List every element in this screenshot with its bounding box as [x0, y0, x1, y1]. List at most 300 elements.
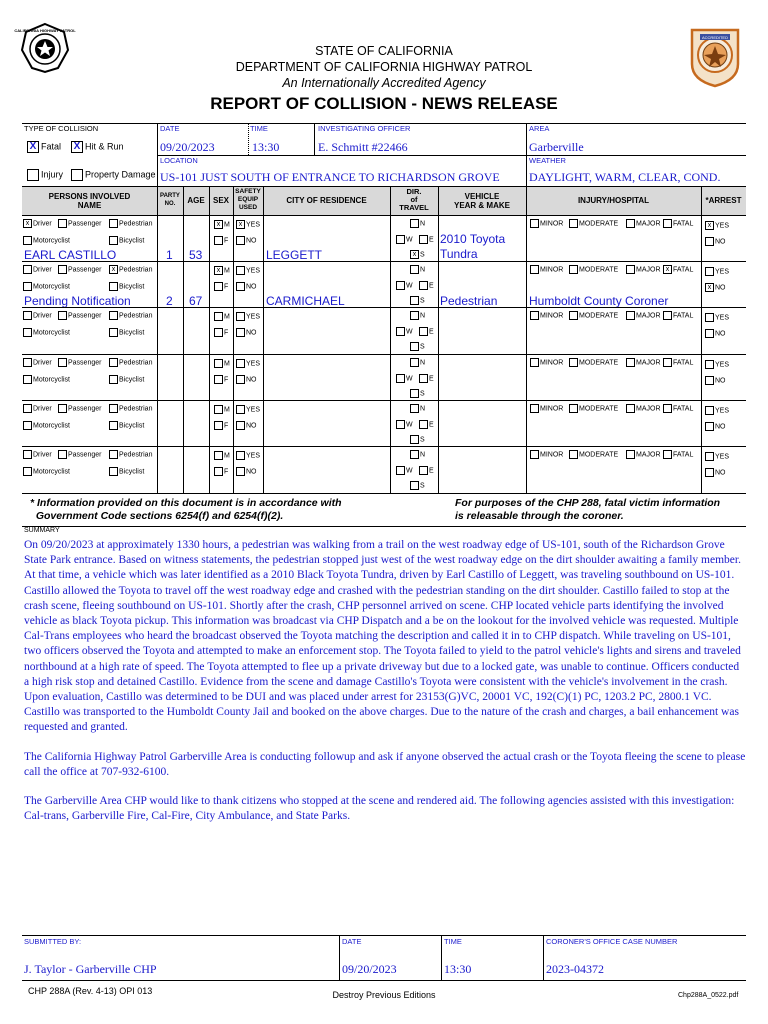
safety-no-option[interactable] [236, 375, 257, 384]
bicyclist-option[interactable] [109, 328, 144, 337]
injury-major-checkbox[interactable] [626, 404, 635, 413]
passenger-checkbox[interactable] [58, 311, 67, 320]
passenger-checkbox[interactable] [58, 358, 67, 367]
dir-w-checkbox[interactable] [396, 420, 405, 429]
safety-yes-checkbox[interactable]: x [236, 220, 245, 229]
arrest-yes-checkbox[interactable]: x [705, 221, 714, 230]
person-age: 67 [189, 294, 203, 309]
injury-fatal-checkbox[interactable] [663, 311, 672, 320]
sex-f-option[interactable] [214, 236, 228, 245]
injury-major-checkbox[interactable] [626, 219, 635, 228]
dir-e-checkbox[interactable] [419, 466, 428, 475]
injury-moderate-checkbox[interactable] [569, 219, 578, 228]
sex-f-option[interactable] [214, 421, 228, 430]
injury-minor-checkbox[interactable] [530, 265, 539, 274]
pedestrian-checkbox[interactable] [109, 219, 118, 228]
motorcyclist-label: Motorcyclist [33, 329, 70, 337]
dir-n-option[interactable] [410, 311, 425, 320]
dir-s-checkbox[interactable] [410, 435, 419, 444]
sex-f-option[interactable] [214, 282, 228, 291]
dir-e-label: E [429, 236, 434, 244]
safety-yes-checkbox[interactable] [236, 405, 245, 414]
safety-no-checkbox[interactable] [236, 282, 245, 291]
motorcyclist-option[interactable] [23, 236, 70, 245]
injury-fatal-label: FATAL [673, 405, 694, 413]
dir-n-checkbox[interactable] [410, 311, 419, 320]
arrest-no-label: NO [715, 238, 726, 246]
arrest-no-checkbox[interactable] [705, 422, 714, 431]
injury-fatal-checkbox[interactable] [663, 358, 672, 367]
coroner-case-label: CORONER'S OFFICE CASE NUMBER [546, 937, 678, 946]
dir-w-checkbox[interactable] [396, 327, 405, 336]
city-header: CITY OF RESIDENCE [286, 196, 367, 205]
motorcyclist-option[interactable] [23, 282, 70, 291]
injury-minor-checkbox[interactable] [530, 219, 539, 228]
pedestrian-checkbox[interactable]: x [109, 265, 118, 274]
driver-option[interactable] [23, 404, 52, 413]
injury-moderate-label: MODERATE [579, 405, 619, 413]
driver-option[interactable] [23, 311, 52, 320]
arrest-no-option[interactable] [705, 329, 726, 338]
injury-minor-checkbox[interactable] [530, 404, 539, 413]
dir-s-option[interactable] [410, 296, 425, 305]
arrest-yes-checkbox[interactable] [705, 406, 714, 415]
arrest-no-option[interactable] [705, 376, 726, 385]
injury-moderate-checkbox[interactable] [569, 358, 578, 367]
arrest-no-checkbox[interactable] [705, 329, 714, 338]
hit-run-option[interactable] [71, 141, 124, 153]
dir-w-label: W [406, 467, 413, 475]
safety-yes-checkbox[interactable] [236, 359, 245, 368]
dir-w-checkbox[interactable] [396, 281, 405, 290]
injury-moderate-label: MODERATE [579, 220, 619, 228]
arrest-yes-option[interactable] [705, 267, 729, 276]
dir-n-checkbox[interactable] [410, 404, 419, 413]
seal-text: CALIFORNIA HIGHWAY PATROL [14, 28, 76, 33]
arrest-no-option[interactable] [705, 237, 726, 246]
dir-s-option[interactable] [410, 250, 425, 259]
driver-option[interactable] [23, 450, 52, 459]
dir-s-option[interactable] [410, 342, 425, 351]
pedestrian-option[interactable] [109, 404, 152, 413]
hit-run-label: Hit & Run [85, 141, 124, 152]
passenger-option[interactable] [58, 219, 101, 228]
safety-yes-option[interactable] [236, 359, 260, 368]
driver-label: Driver [33, 451, 52, 459]
safety-yes-option[interactable] [236, 266, 260, 275]
injury-minor-label: MINOR [540, 405, 564, 413]
dir-n-option[interactable] [410, 450, 425, 459]
injury-fatal-checkbox[interactable] [663, 404, 672, 413]
sex-f-checkbox[interactable] [214, 467, 223, 476]
sex-m-checkbox[interactable]: x [214, 266, 223, 275]
driver-checkbox[interactable] [23, 450, 32, 459]
bicyclist-checkbox[interactable] [109, 375, 118, 384]
arrest-yes-checkbox[interactable] [705, 452, 714, 461]
injury-fatal-option[interactable] [663, 404, 693, 413]
fatal-option[interactable] [27, 141, 61, 153]
hit-run-checkbox[interactable]: X [71, 141, 83, 153]
arrest-yes-checkbox[interactable] [705, 313, 714, 322]
dir-s-option[interactable] [410, 389, 425, 398]
driver-checkbox[interactable] [23, 265, 32, 274]
injury-fatal-option[interactable] [663, 450, 693, 459]
dir-s-option[interactable] [410, 435, 425, 444]
pedestrian-checkbox[interactable] [109, 404, 118, 413]
pedestrian-option[interactable] [109, 219, 152, 228]
injury-minor-option[interactable] [530, 450, 563, 459]
injury-fatal-checkbox[interactable] [663, 219, 672, 228]
dir-n-checkbox[interactable] [410, 265, 419, 274]
injury-major-option[interactable] [626, 358, 661, 367]
injury-minor-option[interactable] [530, 358, 563, 367]
passenger-label: Passenger [68, 405, 102, 413]
safety-no-label: NO [246, 283, 257, 291]
arrest-no-checkbox[interactable] [705, 237, 714, 246]
dir-n-checkbox[interactable] [410, 450, 419, 459]
safety-yes-checkbox[interactable] [236, 312, 245, 321]
fatal-checkbox[interactable]: X [27, 141, 39, 153]
dir-w-checkbox[interactable] [396, 374, 405, 383]
injury-major-checkbox[interactable] [626, 265, 635, 274]
motorcyclist-option[interactable] [23, 467, 70, 476]
passenger-checkbox[interactable] [58, 404, 67, 413]
injury-option[interactable] [27, 169, 63, 181]
passenger-option[interactable] [58, 450, 101, 459]
bicyclist-label: Bicyclist [119, 329, 145, 337]
injury-major-option[interactable] [626, 265, 661, 274]
dir-s-checkbox[interactable] [410, 296, 419, 305]
injury-checkbox[interactable] [27, 169, 39, 181]
dir-w-option[interactable] [396, 374, 413, 383]
injury-moderate-checkbox[interactable] [569, 311, 578, 320]
driver-checkbox[interactable] [23, 311, 32, 320]
driver-option[interactable] [23, 358, 52, 367]
dir-w-checkbox[interactable] [396, 235, 405, 244]
officer-value: E. Schmitt #22466 [318, 140, 408, 154]
dir-w-label: W [406, 328, 413, 336]
dir-n-checkbox[interactable] [410, 219, 419, 228]
injury-fatal-checkbox[interactable]: x [663, 265, 672, 274]
motorcyclist-checkbox[interactable] [23, 282, 32, 291]
safety-yes-option[interactable] [236, 220, 260, 229]
pedestrian-option[interactable] [109, 311, 152, 320]
safety-no-option[interactable] [236, 236, 257, 245]
dir-w-option[interactable] [396, 281, 413, 290]
injury-major-option[interactable] [626, 219, 661, 228]
passenger-checkbox[interactable] [58, 219, 67, 228]
sex-f-option[interactable] [214, 375, 228, 384]
dir-e-checkbox[interactable] [419, 235, 428, 244]
motorcyclist-checkbox[interactable] [23, 375, 32, 384]
dir-e-option[interactable] [419, 374, 434, 383]
injury-minor-checkbox[interactable] [530, 311, 539, 320]
injury-moderate-checkbox[interactable] [569, 404, 578, 413]
sex-m-checkbox[interactable] [214, 359, 223, 368]
sex-f-label: F [224, 468, 229, 476]
safety-no-checkbox[interactable] [236, 236, 245, 245]
injury-moderate-option[interactable] [569, 219, 618, 228]
driver-option[interactable] [23, 265, 52, 274]
injury-minor-label: MINOR [540, 312, 564, 320]
injury-fatal-option[interactable] [663, 219, 693, 228]
bicyclist-checkbox[interactable] [109, 282, 118, 291]
passenger-option[interactable] [58, 404, 101, 413]
dir-s-checkbox[interactable] [410, 481, 419, 490]
injury-fatal-option[interactable] [663, 358, 693, 367]
sex-m-option[interactable] [214, 266, 230, 275]
injury-moderate-option[interactable] [569, 358, 618, 367]
weather-label: WEATHER [529, 156, 566, 165]
dir-w-option[interactable] [396, 420, 413, 429]
injury-moderate-option[interactable] [569, 265, 618, 274]
bicyclist-option[interactable] [109, 236, 144, 245]
injury-major-option[interactable] [626, 404, 661, 413]
sex-f-label: F [224, 283, 229, 291]
injury-moderate-checkbox[interactable] [569, 450, 578, 459]
injury-minor-option[interactable] [530, 404, 563, 413]
dir-w-label: W [406, 282, 413, 290]
safety-no-option[interactable] [236, 282, 257, 291]
arrest-no-option[interactable] [705, 468, 726, 477]
bicyclist-checkbox[interactable] [109, 328, 118, 337]
pedestrian-label: Pedestrian [119, 358, 153, 366]
arrest-yes-label: YES [715, 407, 730, 415]
motorcyclist-checkbox[interactable] [23, 236, 32, 245]
injury-major-label: MAJOR [636, 266, 661, 274]
safety-no-checkbox[interactable] [236, 375, 245, 384]
bicyclist-option[interactable] [109, 421, 144, 430]
arrest-yes-option[interactable] [705, 406, 729, 415]
bicyclist-option[interactable] [109, 282, 144, 291]
injury-major-option[interactable] [626, 450, 661, 459]
bicyclist-checkbox[interactable] [109, 421, 118, 430]
pedestrian-checkbox[interactable] [109, 358, 118, 367]
passenger-label: Passenger [68, 220, 102, 228]
arrest-yes-checkbox[interactable] [705, 267, 714, 276]
injury-major-checkbox[interactable] [626, 450, 635, 459]
passenger-label: Passenger [68, 358, 102, 366]
injury-minor-label: MINOR [540, 220, 564, 228]
passenger-option[interactable] [58, 265, 101, 274]
sex-f-checkbox[interactable] [214, 375, 223, 384]
safety-no-checkbox[interactable] [236, 467, 245, 476]
arrest-yes-checkbox[interactable] [705, 360, 714, 369]
vehicle-year-make: Pedestrian [440, 294, 498, 309]
driver-option[interactable] [23, 219, 52, 228]
summary-body [24, 538, 746, 838]
injury-fatal-option[interactable] [663, 311, 693, 320]
passenger-option[interactable] [58, 311, 101, 320]
injury-minor-option[interactable] [530, 311, 563, 320]
safety-no-checkbox[interactable] [236, 328, 245, 337]
safety-no-option[interactable] [236, 328, 257, 337]
injury-moderate-label: MODERATE [579, 266, 619, 274]
arrest-yes-option[interactable] [705, 313, 729, 322]
injury-moderate-checkbox[interactable] [569, 265, 578, 274]
dir-e-label: E [429, 421, 434, 429]
dir-e-checkbox[interactable] [419, 327, 428, 336]
motorcyclist-checkbox[interactable] [23, 421, 32, 430]
safety-no-label: NO [246, 422, 257, 430]
motorcyclist-checkbox[interactable] [23, 467, 32, 476]
summary-paragraph: The Garberville Area CHP would like to thank citizens who stopped at the scene and rendered aid. The following agencies assisted with this investigation: Cal-trans, Garberville Fire, Cal-Fire, City Ambulance, and State Parks. [24, 795, 735, 823]
injury-minor-option[interactable] [530, 265, 563, 274]
driver-checkbox[interactable] [23, 358, 32, 367]
arrest-yes-option[interactable] [705, 221, 729, 230]
injury-minor-label: MINOR [540, 358, 564, 366]
dir-s-checkbox[interactable]: x [410, 250, 419, 259]
sex-m-option[interactable] [214, 405, 230, 414]
pedestrian-option[interactable] [109, 265, 152, 274]
time-value: 13:30 [252, 140, 280, 154]
injury-hospital-value: Humboldt County Coroner [529, 294, 669, 309]
arrest-no-label: NO [715, 423, 726, 431]
dir-s-checkbox[interactable] [410, 389, 419, 398]
bicyclist-option[interactable] [109, 375, 144, 384]
dir-e-checkbox[interactable] [419, 374, 428, 383]
pedestrian-option[interactable] [109, 358, 152, 367]
time-label: TIME [250, 124, 268, 133]
motorcyclist-checkbox[interactable] [23, 328, 32, 337]
sex-f-checkbox[interactable] [214, 421, 223, 430]
sex-f-checkbox[interactable] [214, 236, 223, 245]
investigating-officer-label: INVESTIGATING OFFICER [318, 124, 411, 133]
passenger-checkbox[interactable] [58, 450, 67, 459]
safety-no-option[interactable] [236, 467, 257, 476]
submitted-by-value: J. Taylor - Garberville CHP [24, 962, 157, 976]
location-value: US-101 JUST SOUTH OF ENTRANCE TO RICHARDSON GROVE [160, 170, 500, 184]
safety-no-label: NO [246, 375, 257, 383]
dir-w-checkbox[interactable] [396, 466, 405, 475]
sex-f-option[interactable] [214, 467, 228, 476]
injury-minor-checkbox[interactable] [530, 450, 539, 459]
injury-fatal-checkbox[interactable] [663, 450, 672, 459]
safety-yes-checkbox[interactable] [236, 266, 245, 275]
injury-major-option[interactable] [626, 311, 661, 320]
injury-major-label: MAJOR [636, 220, 661, 228]
sex-f-checkbox[interactable] [214, 328, 223, 337]
location-label: LOCATION [160, 156, 198, 165]
safety-no-option[interactable] [236, 421, 257, 430]
dir-e-checkbox[interactable] [419, 420, 428, 429]
injury-minor-checkbox[interactable] [530, 358, 539, 367]
dir-e-checkbox[interactable] [419, 281, 428, 290]
dir-s-option[interactable] [410, 481, 425, 490]
dir-n-option[interactable] [410, 404, 425, 413]
injury-major-checkbox[interactable] [626, 311, 635, 320]
property-damage-checkbox[interactable] [71, 169, 83, 181]
sex-m-checkbox[interactable] [214, 451, 223, 460]
sex-m-option[interactable] [214, 359, 230, 368]
arrest-yes-option[interactable] [705, 360, 729, 369]
dir-n-option[interactable] [410, 358, 425, 367]
sex-m-option[interactable] [214, 312, 230, 321]
safety-no-checkbox[interactable] [236, 421, 245, 430]
arrest-yes-label: YES [715, 360, 730, 368]
sex-m-checkbox[interactable]: x [214, 220, 223, 229]
dir-n-option[interactable] [410, 219, 425, 228]
coroner-release-note: For purposes of the CHP 288, fatal victim information is releasable through the coroner. [455, 497, 721, 522]
driver-checkbox[interactable]: x [23, 219, 32, 228]
safety-yes-option[interactable] [236, 405, 260, 414]
dir-e-option[interactable] [419, 327, 434, 336]
injury-moderate-option[interactable] [569, 404, 618, 413]
sex-m-checkbox[interactable] [214, 312, 223, 321]
dir-s-label: S [420, 251, 425, 259]
motorcyclist-option[interactable] [23, 375, 70, 384]
pedestrian-checkbox[interactable] [109, 311, 118, 320]
arrest-yes-option[interactable] [705, 452, 729, 461]
passenger-option[interactable] [58, 358, 101, 367]
dir-e-option[interactable] [419, 281, 434, 290]
property-damage-option[interactable] [71, 169, 156, 181]
pedestrian-option[interactable] [109, 450, 152, 459]
dir-s-checkbox[interactable] [410, 342, 419, 351]
arrest-no-option[interactable] [705, 422, 726, 431]
destroy-previous-editions: Destroy Previous Editions [332, 990, 436, 1000]
arrest-no-option[interactable] [705, 283, 726, 292]
safety-yes-label: YES [246, 359, 261, 367]
injury-moderate-label: MODERATE [579, 358, 619, 366]
summary-paragraph: The California Highway Patrol Garberville Area is conducting followup and ask if anyone observed the actual crash or the Toyota fleeing the scene to please call the office at 707-932-6100. [24, 750, 746, 778]
property-damage-label: Property Damage [85, 169, 156, 180]
dir-w-option[interactable] [396, 327, 413, 336]
passenger-label: Passenger [68, 312, 102, 320]
passenger-checkbox[interactable] [58, 265, 67, 274]
safety-yes-label: YES [246, 406, 261, 414]
dir-e-option[interactable] [419, 466, 434, 475]
arrest-no-checkbox[interactable] [705, 468, 714, 477]
state-heading: STATE OF CALIFORNIA [315, 44, 453, 58]
sex-m-option[interactable] [214, 220, 230, 229]
injury-minor-option[interactable] [530, 219, 563, 228]
dir-w-label: W [406, 236, 413, 244]
sex-m-checkbox[interactable] [214, 405, 223, 414]
dir-e-option[interactable] [419, 235, 434, 244]
government-code-note: * Information provided on this document is in accordance with Government Code sections 6254(f) and 6254(f)(2). [30, 497, 342, 522]
dir-w-option[interactable] [396, 466, 413, 475]
dir-e-option[interactable] [419, 420, 434, 429]
motorcyclist-option[interactable] [23, 328, 70, 337]
bicyclist-checkbox[interactable] [109, 467, 118, 476]
sex-f-checkbox[interactable] [214, 282, 223, 291]
motorcyclist-option[interactable] [23, 421, 70, 430]
arrest-no-checkbox[interactable]: x [705, 283, 714, 292]
dir-n-checkbox[interactable] [410, 358, 419, 367]
sex-f-option[interactable] [214, 328, 228, 337]
sex-f-label: F [224, 375, 229, 383]
arrest-no-checkbox[interactable] [705, 376, 714, 385]
arrest-yes-label: YES [715, 222, 730, 230]
injury-major-checkbox[interactable] [626, 358, 635, 367]
injury-major-label: MAJOR [636, 358, 661, 366]
driver-checkbox[interactable] [23, 404, 32, 413]
injury-moderate-option[interactable] [569, 311, 618, 320]
injury-moderate-option[interactable] [569, 450, 618, 459]
injury-fatal-option[interactable] [663, 265, 693, 274]
safety-yes-checkbox[interactable] [236, 451, 245, 460]
bicyclist-option[interactable] [109, 467, 144, 476]
dir-n-option[interactable] [410, 265, 425, 274]
sex-m-option[interactable] [214, 451, 230, 460]
sex-f-label: F [224, 237, 229, 245]
dir-w-option[interactable] [396, 235, 413, 244]
pedestrian-checkbox[interactable] [109, 450, 118, 459]
safety-yes-option[interactable] [236, 312, 260, 321]
safety-yes-option[interactable] [236, 451, 260, 460]
bicyclist-checkbox[interactable] [109, 236, 118, 245]
